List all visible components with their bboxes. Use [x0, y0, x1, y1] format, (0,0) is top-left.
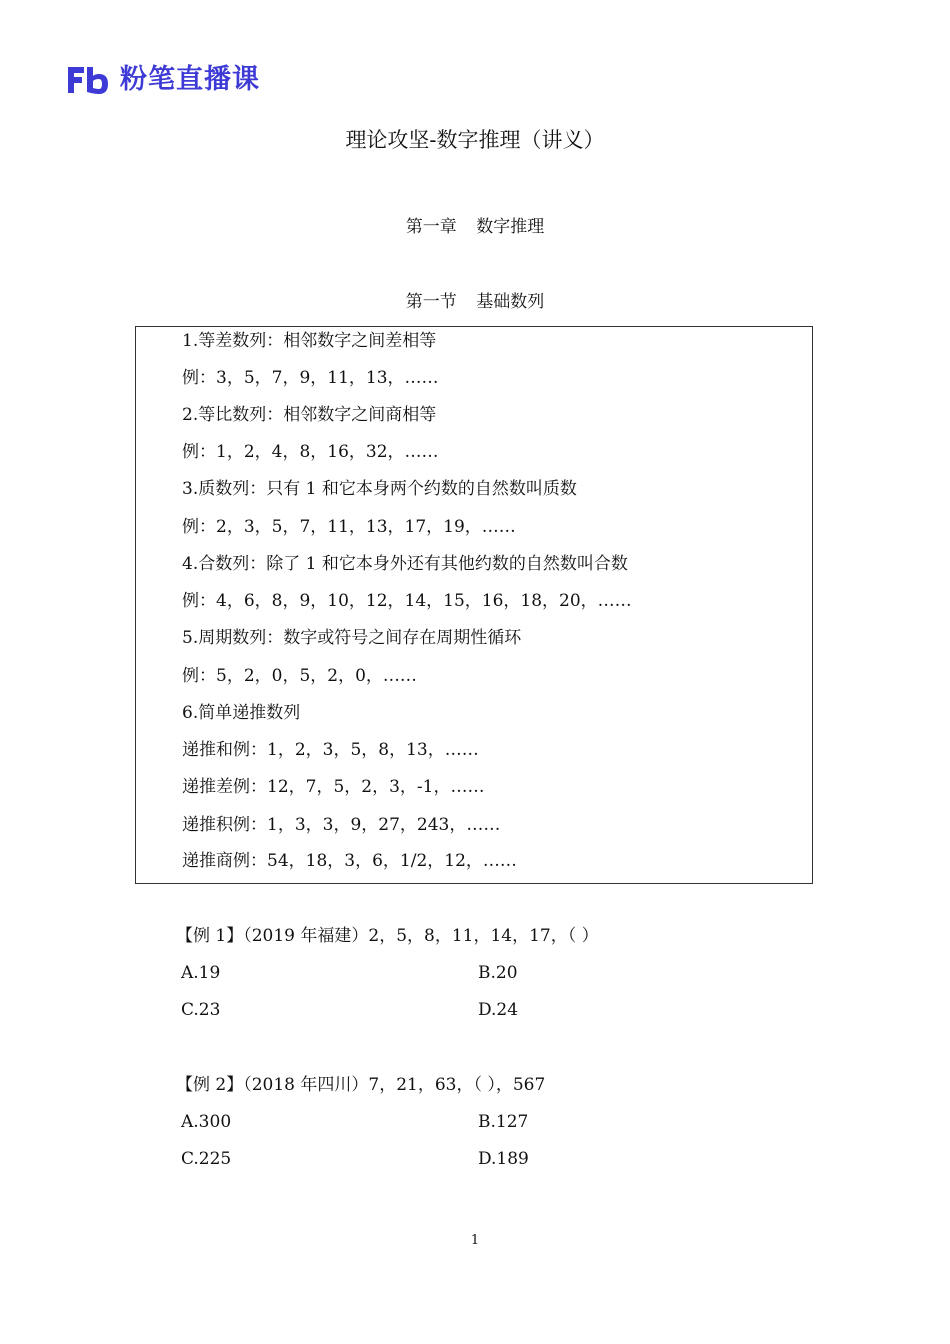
question-2-option-a: A.300 [181, 1112, 232, 1132]
box-line: 6.简单递推数列 [182, 703, 301, 723]
section-heading: 第一节 基础数列 [405, 292, 545, 312]
document-title: 理论攻坚-数字推理（讲义） [345, 128, 605, 152]
fb-logo-icon [66, 65, 110, 95]
question-2-option-c: C.225 [181, 1149, 232, 1169]
box-line: 例：1，2，4，8，16，32，…… [182, 442, 439, 462]
box-line: 递推和例：1，2，3，5，8，13，…… [182, 740, 479, 760]
brand-name: 粉笔直播课 [120, 64, 260, 95]
box-line: 递推差例：12，7，5，2，3，-1，…… [182, 777, 485, 797]
chapter-heading: 第一章 数字推理 [405, 217, 545, 237]
question-1-stem: 【例 1】（2019 年福建）2，5，8，11，14，17，（ ） [176, 926, 599, 946]
question-1-option-a: A.19 [181, 963, 221, 983]
question-2-option-d: D.189 [478, 1149, 529, 1169]
box-line: 2.等比数列：相邻数字之间商相等 [182, 405, 437, 425]
question-2-option-b: B.127 [478, 1112, 529, 1132]
box-line: 5.周期数列：数字或符号之间存在周期性循环 [182, 628, 522, 648]
page-number: 1 [470, 1233, 480, 1248]
box-line: 例：4，6，8，9，10，12，14，15，16，18，20，…… [182, 591, 632, 611]
box-line: 例：3，5，7，9，11，13，…… [182, 368, 439, 388]
box-line: 例：2，3，5，7，11，13，17，19，…… [182, 517, 516, 537]
box-line: 递推商例：54，18，3，6，1/2，12，…… [182, 851, 517, 871]
box-line: 1.等差数列：相邻数字之间差相等 [182, 331, 437, 351]
brand-logo [66, 62, 260, 98]
box-line: 例：5，2，0，5，2，0，…… [182, 666, 417, 686]
box-line: 递推积例：1，3，3，9，27，243，…… [182, 815, 501, 835]
question-2-stem: 【例 2】（2018 年四川）7，21，63，（ ），567 [176, 1075, 546, 1095]
box-line: 3.质数列：只有 1 和它本身两个约数的自然数叫质数 [182, 479, 577, 499]
question-1-option-b: B.20 [478, 963, 518, 983]
question-1-option-d: D.24 [478, 1000, 519, 1020]
box-line: 4.合数列：除了 1 和它本身外还有其他约数的自然数叫合数 [182, 554, 628, 574]
question-1-option-c: C.23 [181, 1000, 221, 1020]
knowledge-box [135, 326, 813, 884]
